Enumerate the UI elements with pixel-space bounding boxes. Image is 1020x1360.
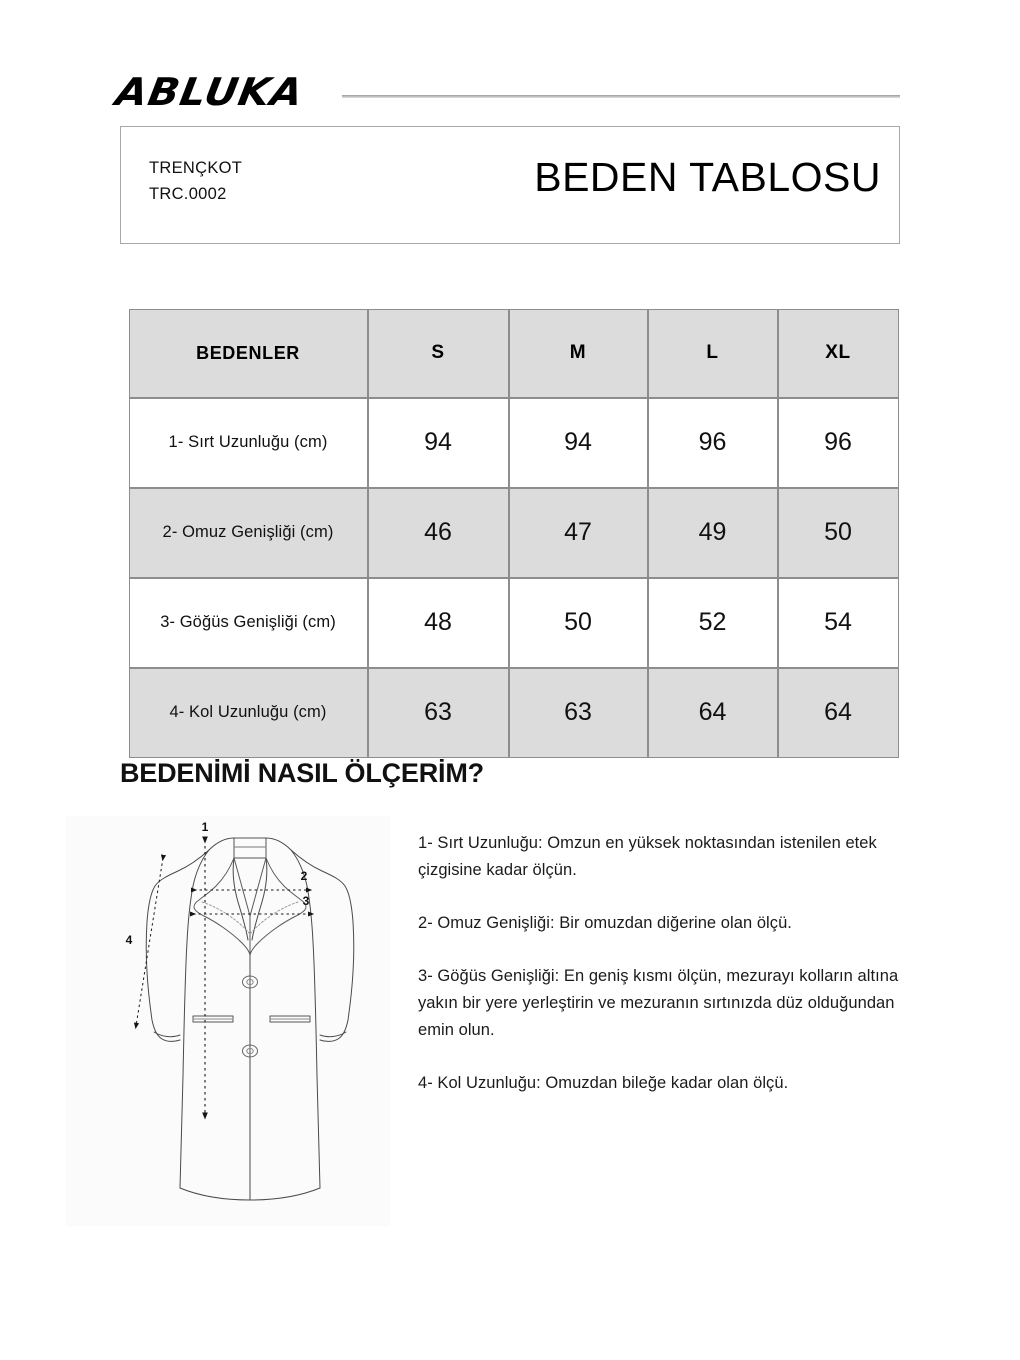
cell-value: 64 bbox=[778, 668, 899, 758]
page-title: BEDEN TABLOSU bbox=[534, 154, 881, 200]
instruction-item-1: 1- Sırt Uzunluğu: Omzun en yüksek noktasından istenilen etek çizgisine kadar ölçün. bbox=[418, 834, 877, 879]
row-label: 1- Sırt Uzunluğu (cm) bbox=[129, 398, 368, 488]
table-row bbox=[129, 578, 899, 668]
cell-value: 63 bbox=[509, 668, 648, 758]
cell-value: 63 bbox=[368, 668, 509, 758]
cell-value: 94 bbox=[509, 398, 648, 488]
column-header-l: L bbox=[648, 309, 778, 398]
product-name: TRENÇKOT bbox=[149, 159, 243, 177]
cell-value: 50 bbox=[509, 578, 648, 668]
document-header-box bbox=[120, 126, 900, 244]
cell-value: 46 bbox=[368, 488, 509, 578]
column-header-measure: BEDENLER bbox=[129, 309, 368, 398]
cell-value: 96 bbox=[648, 398, 778, 488]
column-header-xl: XL bbox=[778, 309, 899, 398]
coat-outline bbox=[146, 838, 354, 1200]
column-header-m: M bbox=[509, 309, 648, 398]
row-label: 3- Göğüs Genişliği (cm) bbox=[129, 578, 368, 668]
cell-value: 94 bbox=[368, 398, 509, 488]
logo-divider-rule bbox=[342, 95, 900, 98]
product-meta bbox=[149, 155, 242, 207]
cell-value: 96 bbox=[778, 398, 899, 488]
abluka-logo: ABLUKA bbox=[112, 70, 308, 114]
table-row bbox=[129, 668, 899, 758]
cell-value: 50 bbox=[778, 488, 899, 578]
measure-label-3: 3 bbox=[302, 894, 310, 908]
measure-label-4: 4 bbox=[125, 933, 133, 947]
cell-value: 48 bbox=[368, 578, 509, 668]
instruction-item-2: 2- Omuz Genişliği: Bir omuzdan diğerine olan ölçü. bbox=[418, 914, 792, 932]
measure-label-2: 2 bbox=[300, 869, 308, 883]
cell-value: 49 bbox=[648, 488, 778, 578]
row-label: 4- Kol Uzunluğu (cm) bbox=[129, 668, 368, 758]
product-code: TRC.0002 bbox=[149, 185, 227, 203]
measure-label-1: 1 bbox=[201, 820, 209, 834]
measurement-instructions bbox=[418, 830, 908, 1097]
cell-value: 47 bbox=[509, 488, 648, 578]
instruction-item-4: 4- Kol Uzunluğu: Omuzdan bileğe kadar olan ölçü. bbox=[418, 1074, 789, 1092]
cell-value: 64 bbox=[648, 668, 778, 758]
brand-header bbox=[112, 70, 900, 114]
trenchcoat-technical-drawing bbox=[66, 816, 390, 1226]
table-header-row bbox=[129, 309, 899, 398]
how-to-measure-heading: BEDENİMİ NASIL ÖLÇERİM? bbox=[120, 758, 484, 788]
cell-value: 54 bbox=[778, 578, 899, 668]
row-label: 2- Omuz Genişliği (cm) bbox=[129, 488, 368, 578]
coat-diagram-panel bbox=[66, 816, 390, 1226]
cell-value: 52 bbox=[648, 578, 778, 668]
table-row bbox=[129, 488, 899, 578]
column-header-s: S bbox=[368, 309, 509, 398]
table-row bbox=[129, 398, 899, 488]
size-chart-table bbox=[128, 308, 899, 758]
instruction-item-3: 3- Göğüs Genişliği: En geniş kısmı ölçün, mezurayı kolların altına yakın bir yere yerleştirin ve mezuranın sırtınızda düz olduğundan emin olun. bbox=[418, 967, 899, 1039]
